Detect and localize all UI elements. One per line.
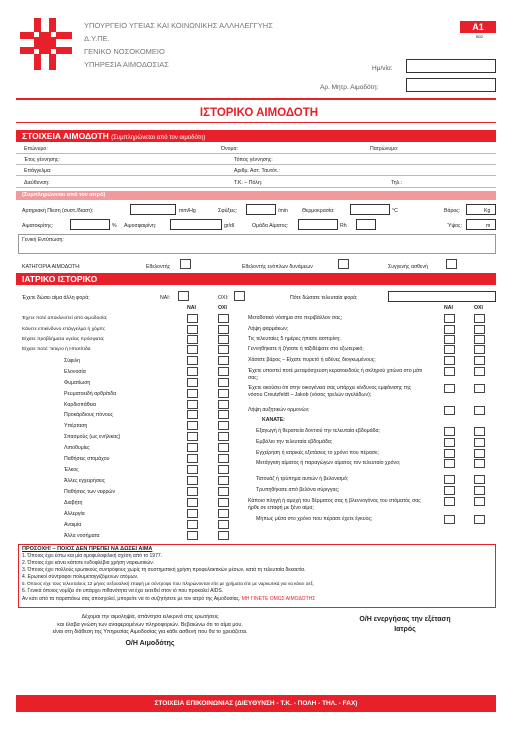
donor-section-header: ΣΤΟΙΧΕΙΑ ΑΙΜΟΔΟΤΗ (Συμπληρώνεται από τον αιμοδότη) [16,130,496,142]
service-label: ΥΠΗΡΕΣΙΑ ΑΙΜΟΔΟΣΙΑΣ [84,60,169,69]
left-question-label: Λιποθυμίες [64,445,90,451]
right-question-no-checkbox[interactable] [474,449,485,458]
pulse-unit: /min [278,208,288,214]
left-question-no-checkbox[interactable] [218,454,229,463]
address-field[interactable] [62,177,202,186]
right-question-yes-checkbox[interactable] [444,367,455,376]
right-question-label: Μεταδοτικό νόσημα στο περιβάλλον σας; [248,315,343,321]
blood-group-field[interactable] [298,219,338,230]
right-question-label: Μήπως μέσα στο χρόνο που πέρασε έχετε έγκυος; [256,516,373,522]
blood-group-label: Ομάδα Αίματος: [252,223,289,229]
left-question-label: Κάνετε επικίνδυνο επάγγελμα ή χόμπι; [22,327,106,332]
right-question-no-checkbox[interactable] [474,438,485,447]
right-question-no-checkbox[interactable] [474,459,485,468]
date-label: Ημ/νία: [372,65,393,72]
left-question-label: Φυματίωση [64,380,91,386]
left-question-no-checkbox[interactable] [218,421,229,430]
previous-donation-yes-checkbox[interactable] [178,291,189,301]
temperature-unit: °C [392,208,398,214]
left-question-label: Άλλα νοσήματα [64,533,100,539]
left-question-yes-checkbox[interactable] [187,432,198,441]
right-question-no-checkbox[interactable] [474,497,485,506]
caution-title: ΠΡΟΣΟΧΗ! – ΠΟΙΟΣ ΔΕΝ ΠΡΕΠΕΙ ΝΑ ΔΩΣΕΙ ΑΙΜΑ [22,546,153,552]
bp-field[interactable] [130,204,176,215]
right-question-label: Εξαγωγή ή θεραπεία δοντιού την τελευταία εβδομάδα; [256,428,380,434]
left-question-label: Άλλες εγχειρήσεις [64,478,106,484]
left-question-yes-checkbox[interactable] [187,356,198,365]
left-question-yes-checkbox[interactable] [187,487,198,496]
height-field[interactable] [466,219,496,230]
caution-item: 5. Όποιος είχε τους τελευταίους 12 μήνες σεξουαλική επαφή με σύντροφο που πληρώνονταν είτε με χρήματα είτε με ναρκωτικά για να κάνει σεξ. [22,581,314,586]
left-question-yes-checkbox[interactable] [187,531,198,540]
right-question-yes-checkbox[interactable] [444,406,455,415]
right-yes-header: ΝΑΙ [444,305,453,311]
phone-label: Τηλ.: [391,180,403,186]
previous-donation-no-checkbox[interactable] [234,291,245,301]
right-question-label: Τις τελευταίες 5 ημέρες ήπιατε ασπιρίνη; [248,336,341,342]
general-impression-label: Γενική Εντύπωση: [22,237,64,243]
surname-field[interactable] [70,144,210,153]
surname-label: Επώνυμο: [24,146,48,152]
right-question-no-checkbox[interactable] [474,335,485,344]
right-question-label: Έχετε ακούσει ότι στην οικογένεια σας υπάρχει κίνδυνος εμφάνισης της νόσου Creutzfeldt – Jakob (νόσος τρελών αγελάδων); [248,385,412,398]
category-armed-checkbox[interactable] [338,259,349,269]
title-underline [16,122,496,123]
weight-field[interactable] [466,204,496,215]
birth-year-label: Έτος γέννησης: [24,157,60,163]
left-question-no-checkbox[interactable] [218,509,229,518]
left-question-yes-checkbox[interactable] [187,314,198,323]
left-question-no-checkbox[interactable] [218,498,229,507]
right-question-yes-checkbox[interactable] [444,427,455,436]
page-title: ΙΣΤΟΡΙΚΟ ΑΙΜΟΔΟΤΗ [199,107,319,119]
right-question-label: Εγχείρηση ή ιατρικές εξετάσεις το χρόνο που πέρασε; [256,450,379,456]
last-donation-label: Πότε δώσατε τελευταία φορά; [290,295,358,301]
left-question-no-checkbox[interactable] [218,367,229,376]
left-question-yes-checkbox[interactable] [187,476,198,485]
right-question-yes-checkbox[interactable] [444,335,455,344]
general-impression-field[interactable] [18,234,496,254]
right-question-label: Μετάγγιση αίματος ή παραγώγων αίματος τον τελευταίο χρόνο; [256,460,401,466]
right-question-yes-checkbox[interactable] [444,475,455,484]
father-name-label: Πατρώνυμο: [370,146,399,152]
ministry-label: ΥΠΟΥΡΓΕΙΟ ΥΓΕΙΑΣ ΚΑΙ ΚΟΙΝΩΝΙΚΗΣ ΑΛΛΗΛΕΓΓΥΗΣ [84,21,273,30]
right-question-yes-checkbox[interactable] [444,438,455,447]
left-yes-header: ΝΑΙ [187,305,196,311]
hospital-label: ΓΕΝΙΚΟ ΝΟΣΟΚΟΜΕΙΟ [84,47,165,56]
right-question-no-checkbox[interactable] [474,486,485,495]
birth-place-field[interactable] [300,155,494,164]
form-subcode: B02 [476,34,484,39]
left-question-label: Αλλεργία [64,511,85,517]
profession-label: Επάγγελμα: [24,168,52,174]
right-question-label: Εμβόλιο την τελευταία εβδομάδα; [256,439,333,445]
caution-footer-warning: ΜΗ ΓΙΝΕΤΕ ΟΜΩΣ ΑΙΜΟΔΟΤΗΣ [241,596,316,602]
left-question-yes-checkbox[interactable] [187,443,198,452]
postal-city-field[interactable] [280,177,380,186]
hematocrit-label: Αιματοκρίτης: [22,223,54,229]
left-question-no-checkbox[interactable] [218,531,229,540]
left-question-no-checkbox[interactable] [218,465,229,474]
left-question-label: Καρδιοπάθεια [64,402,97,408]
previous-donation-no-label: ΟΧΙ: [218,295,229,301]
caution-item: 1. Όποιος έχει έστω και μία ομοφυλοφιλική σχέση από το 1977. [22,553,163,559]
right-question-yes-checkbox[interactable] [444,515,455,524]
left-question-no-checkbox[interactable] [218,400,229,409]
rh-field[interactable] [356,219,376,230]
caution-item: 2. Όποιος έχει κάνει κάποτε ενδοφλέβια χρήση ναρκωτικών. [22,560,155,566]
registry-number-label: Αρ. Μητρ. Αιμοδότη: [320,84,379,91]
left-question-no-checkbox[interactable] [218,335,229,344]
right-subheading: ΚΑΝΑΤΕ: [262,417,285,423]
category-armed-label: Εθελοντής ενόπλων δυνάμεων [242,264,313,270]
left-question-label: Είχατε ποτέ: Ίκτερο ή Ηπατίτιδα [22,347,91,352]
right-question-label: Τατουάζ ή τρύπημα αυτιών ή βελονισμό; [256,476,349,482]
left-question-no-checkbox[interactable] [218,443,229,452]
right-question-label: Λήψη φαρμάκων; [248,326,289,332]
left-question-no-checkbox[interactable] [218,325,229,334]
left-question-label: Παθήσεις των νεφρών [64,489,116,495]
profession-field[interactable] [70,166,220,175]
temperature-label: Θερμοκρασία: [302,208,335,214]
hemoglobin-label: Αιμοσφαιρίνη: [124,223,157,229]
left-question-no-checkbox[interactable] [218,432,229,441]
right-question-yes-checkbox[interactable] [444,345,455,354]
left-question-label: Υπέρταση [64,423,88,429]
dype-label: Δ.Υ.ΠΕ. [84,34,110,43]
category-label: ΚΑΤΗΓΟΡΙΑ ΑΙΜΟΔΟΤΗ: [22,264,81,270]
hematocrit-unit: % [112,223,117,229]
pulse-label: Σφύξεις: [218,208,238,214]
consent-text: Δέχομαι την αιμοληψία, απάντησα ειλικρινά στις ερωτήσεις και έλαβα γνώση των αναφερομένων πληροφοριών. Βεβαιώνω ότι το αίμα μου, είναι στη διάθεση της Υπηρεσίας Αιμοδοσίας για κάθε ασθενή που θα το χρειάζεται. [52,614,248,635]
birth-year-field[interactable] [80,155,220,164]
caution-footer: Αν κάτι από τα παραπάνω σας αποσχολεί, μπορείτε να το συζητήσετε με τον ιατρό της Αιμοδοσίας. ΜΗ ΓΙΝΕΤΕ ΟΜΩΣ ΑΙΜΟΔΟΤΗΣ [22,596,316,602]
doctor-note-bar: (Συμπληρώνεται από τον ιατρό) [16,191,496,200]
phone-field[interactable] [410,177,494,186]
category-relative-label: Συγγενής ασθενή [388,264,428,270]
id-card-label: Αριθμ. Αστ. Ταυτότ.: [234,168,280,174]
left-question-yes-checkbox[interactable] [187,378,198,387]
right-question-yes-checkbox[interactable] [444,497,455,506]
right-question-no-checkbox[interactable] [474,367,485,376]
right-question-no-checkbox[interactable] [474,406,485,415]
right-question-yes-checkbox[interactable] [444,486,455,495]
left-question-yes-checkbox[interactable] [187,400,198,409]
weight-label: Βάρος: [444,208,461,214]
left-question-yes-checkbox[interactable] [187,325,198,334]
left-question-yes-checkbox[interactable] [187,498,198,507]
name-field[interactable] [248,144,358,153]
right-question-no-checkbox[interactable] [474,325,485,334]
last-donation-field[interactable] [388,291,496,302]
right-question-label: Γεννηθήκατε ή ζήσατε ή ταξιδέψατε στο εξωτερικό; [248,346,364,352]
address-label: Διεύθυνση: [24,180,50,186]
left-question-yes-checkbox[interactable] [187,367,198,376]
category-volunteer-checkbox[interactable] [180,259,191,269]
bp-unit: mm/Hg [179,208,196,214]
temperature-field[interactable] [350,204,390,215]
physician-label: Ο/Η ενεργήσας την εξέταση [359,616,451,623]
red-cross-icon [20,18,72,70]
left-question-no-checkbox[interactable] [218,476,229,485]
postal-city-label: Τ.Κ. – Πόλη: [234,180,263,186]
left-question-label: Διαβήτη [64,500,83,506]
right-question-no-checkbox[interactable] [474,475,485,484]
left-question-no-checkbox[interactable] [218,314,229,323]
name-label: Όνομα: [221,146,238,152]
left-question-label: Παθήσεις στομάχου [64,456,110,462]
right-no-header: ΟΧΙ [474,305,483,311]
left-question-yes-checkbox[interactable] [187,345,198,354]
caution-item: 6. Γενικά όποιος νομίζει ότι υπάρχει πιθανότητα να έχει εκτεθεί στον ιό που προκαλεί AIDS. [22,588,224,594]
left-question-no-checkbox[interactable] [218,378,229,387]
left-question-no-checkbox[interactable] [218,345,229,354]
caution-item: 4. Ερωτικοί σύντροφοι πολυμεταγγιζόμενων ατόμων. [22,574,139,580]
right-question-label: Κάποιο πληγή ή αμυχή του δέρματος σας ή βλεννογόνος του στόματός σας ήρθε σε επαφή με ξένο αίμα; [248,498,421,511]
right-question-no-checkbox[interactable] [474,427,485,436]
left-question-no-checkbox[interactable] [218,487,229,496]
left-question-no-checkbox[interactable] [218,389,229,398]
right-question-label: Λήψη αυξητικών ορμονών; [248,407,310,413]
left-question-yes-checkbox[interactable] [187,421,198,430]
caution-item: 3. Όποιος έχει πολλούς ερωτικούς συντρόφους χωρίς τη συστηματική χρήση προφυλακτικών μέσων, κατά τη τελευταία δεκαετία. [22,567,306,573]
right-question-no-checkbox[interactable] [474,345,485,354]
right-question-no-checkbox[interactable] [474,515,485,524]
left-question-yes-checkbox[interactable] [187,454,198,463]
left-question-label: Σύφιλη [64,358,81,364]
left-question-label: Ρευματοειδή αρθρίτιδα [64,391,117,397]
height-unit: m [486,223,491,229]
left-question-yes-checkbox[interactable] [187,335,198,344]
father-name-field[interactable] [408,144,494,153]
right-question-yes-checkbox[interactable] [444,449,455,458]
previous-donation-yes-label: ΝΑΙ: [160,295,171,301]
right-question-label: Χάσατε βάρος – Είχατε πυρετό ή αδένες διογκωμένους; [248,357,376,363]
left-question-no-checkbox[interactable] [218,356,229,365]
physician-title: Ιατρός [394,626,416,633]
left-question-yes-checkbox[interactable] [187,520,198,529]
left-question-label: Αναιμία [64,522,82,528]
left-question-label: Έλκος [64,467,79,473]
right-question-no-checkbox[interactable] [474,384,485,393]
left-no-header: ΟΧΙ [218,305,227,311]
right-question-no-checkbox[interactable] [474,356,485,365]
left-question-yes-checkbox[interactable] [187,509,198,518]
left-question-yes-checkbox[interactable] [187,389,198,398]
weight-unit: Kg [484,208,491,214]
left-question-yes-checkbox[interactable] [187,465,198,474]
left-question-no-checkbox[interactable] [218,520,229,529]
left-question-label: Ελονοσία [64,369,86,375]
left-question-label: Έχετε ποτέ αποκλειστεί από αιμοδοσία; [22,316,108,321]
contact-footer-bar: ΣΤΟΙΧΕΙΑ ΕΠΙΚΟΙΝΩΝΙΑΣ (ΔΙΕΥΘΥΝΣΗ - Τ.Κ. - ΠΟΛΗ - ΤΗΛ. - FAX) [16,695,496,712]
medical-history-header: ΙΑΤΡΙΚΟ ΙΣΤΟΡΙΚΟ [16,273,496,285]
donor-signature-label: Ο/Η Αιμοδότης [125,640,175,647]
category-relative-checkbox[interactable] [446,259,457,269]
right-question-yes-checkbox[interactable] [444,356,455,365]
pulse-field[interactable] [246,204,276,215]
form-code-badge: A1 [460,21,496,33]
date-field[interactable] [406,59,496,73]
previous-donation-label: Έχετε δώσει αίμα άλλη φορά; [22,295,90,301]
header-divider [16,98,496,100]
right-question-label: Τρυπηθήκατε από βελόνα σύριγγας; [256,487,340,493]
right-question-yes-checkbox[interactable] [444,314,455,323]
right-question-yes-checkbox[interactable] [444,325,455,334]
right-question-yes-checkbox[interactable] [444,459,455,468]
birth-place-label: Τόπος γέννησης: [234,157,273,163]
hemoglobin-unit: gr/dl [224,223,235,229]
right-question-no-checkbox[interactable] [474,314,485,323]
left-question-label: Προκάρδιους πόνους [64,412,114,418]
hematocrit-field[interactable] [70,219,110,230]
left-question-yes-checkbox[interactable] [187,410,198,419]
category-volunteer-label: Εθελοντής [146,264,171,270]
right-question-yes-checkbox[interactable] [444,384,455,393]
rh-label: Rh [340,223,347,229]
bp-label: Αρτηριακή Πίεση (συστ./διαστ): [22,208,94,214]
height-label: Ύψος: [447,223,462,229]
left-question-label: Είχατε προβλήματα υγείας πρόσφατα; [22,337,105,342]
right-question-label: Έχετε υποστεί ποτέ μεταμόσχευση κερατοειδούς ή σκληρού χιτώνα στο μάτι σας; [248,368,423,381]
hemoglobin-field[interactable] [170,219,222,230]
registry-number-field[interactable] [406,78,496,92]
left-question-no-checkbox[interactable] [218,410,229,419]
id-card-field[interactable] [300,166,494,175]
left-question-label: Σπασμούς (ως ενήλικας) [64,434,121,440]
